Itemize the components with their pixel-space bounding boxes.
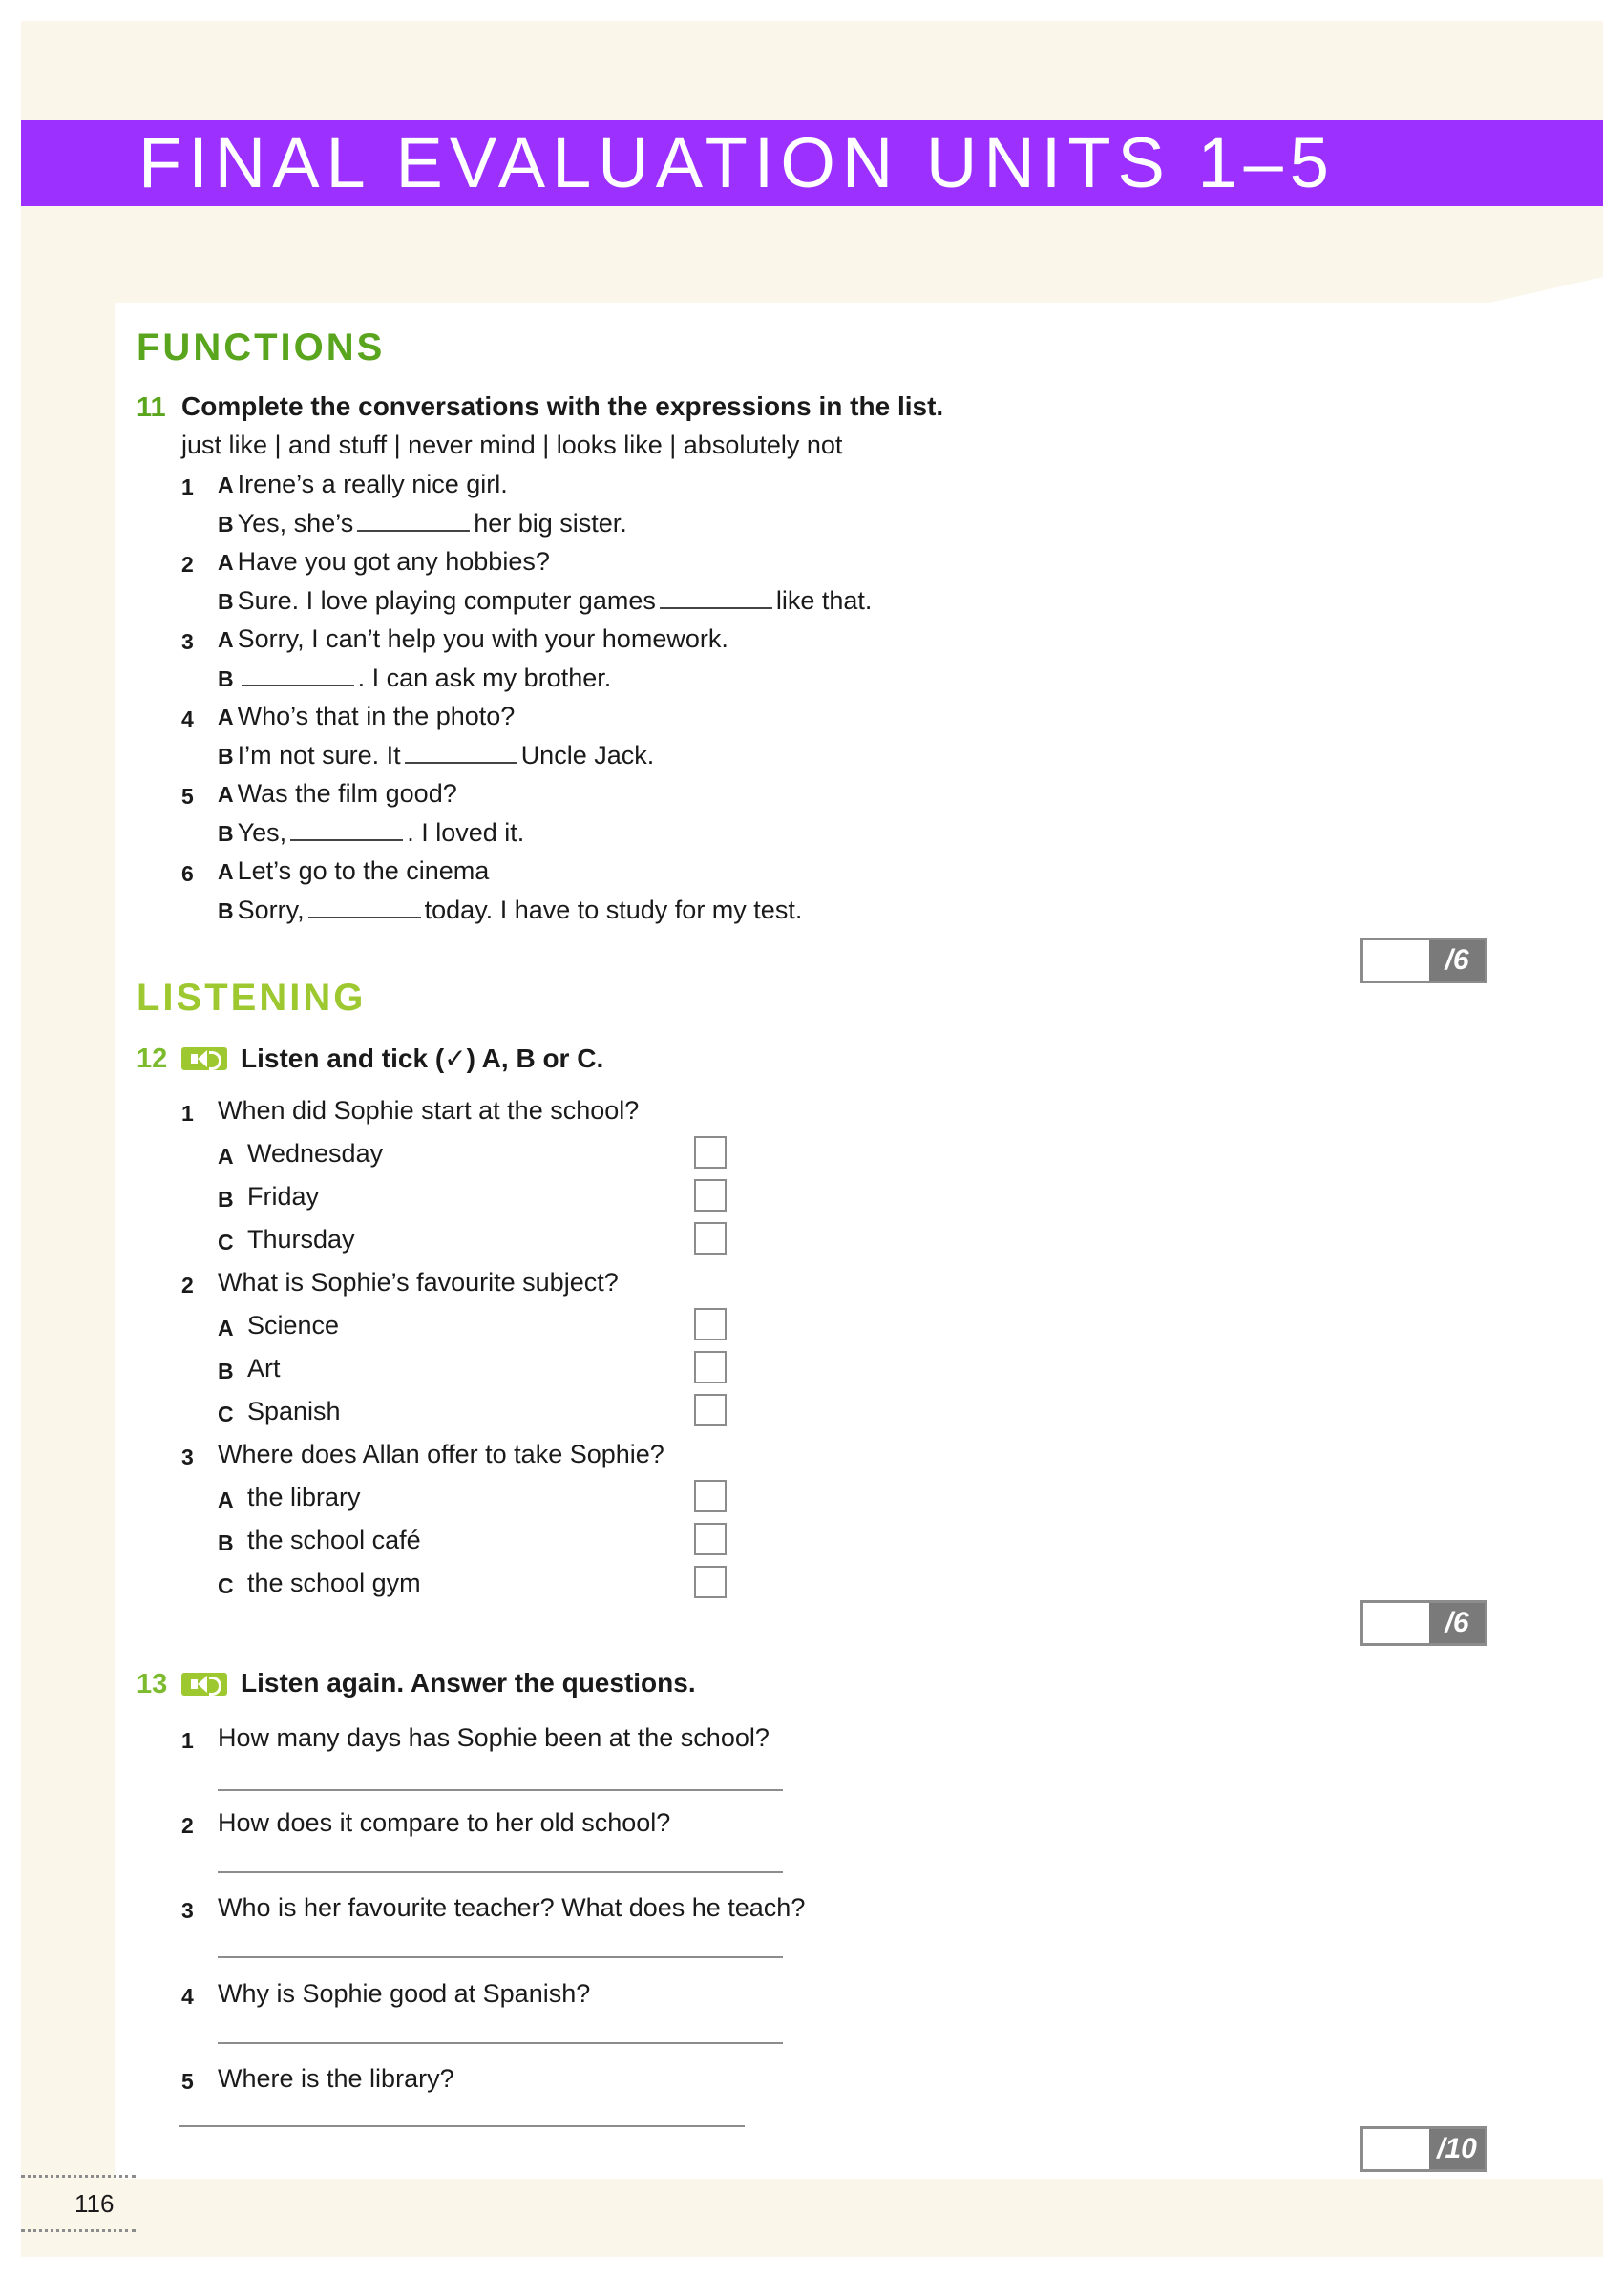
expression-list: just like | and stuff | never mind | looks like | absolutely not [181,431,843,459]
line-b [218,818,524,848]
line-b-before: Sorry, [237,896,305,924]
option-text: Wednesday [247,1139,384,1168]
question-text: How does it compare to her old school? [218,1808,671,1837]
question-text: Why is Sophie good at Spanish? [218,1979,591,2008]
score-box-exercise-12[interactable] [1360,1600,1487,1646]
score-total: /10 [1429,2129,1485,2169]
corner-fold [1489,277,1603,303]
question-text: Where does Allan offer to take Sophie? [218,1440,664,1468]
line-a-text: Who’s that in the photo? [237,702,516,730]
answer-line[interactable] [218,2042,783,2044]
exercise-13-number: 13 [137,1669,168,1699]
line-b-before: Sure. I love playing computer games [237,586,656,615]
question-number: 4 [181,1984,194,2009]
speaker-b: B [218,744,234,769]
line-a [218,470,508,499]
line-b-before: Yes, she’s [237,509,354,538]
tick-checkbox[interactable] [694,1179,727,1212]
exercise-12-number: 12 [137,1044,168,1074]
option-text: Art [247,1354,281,1382]
option-text: Spanish [247,1397,341,1425]
tick-checkbox[interactable] [694,1308,727,1340]
line-b-before: I’m not sure. It [237,741,401,770]
question-text: How many days has Sophie been at the school? [218,1723,770,1752]
tick-checkbox[interactable] [694,1480,727,1512]
speaker-a: A [218,550,234,575]
option-text: Science [247,1311,340,1339]
option-letter: C [218,1402,234,1426]
line-a [218,624,728,654]
page-title: FINAL EVALUATION UNITS 1–5 [138,123,1336,202]
answer-line[interactable] [179,2125,745,2127]
option-letter: A [218,1487,234,1512]
line-b-after: . I can ask my brother. [357,664,612,692]
line-a [218,856,489,886]
question-number: 2 [181,1273,194,1297]
item-number: 3 [181,629,194,654]
blank-field[interactable] [308,896,421,918]
tick-checkbox[interactable] [694,1351,727,1383]
question-number: 3 [181,1445,194,1469]
score-total: /6 [1429,940,1485,981]
blank-field[interactable] [242,664,354,686]
answer-line[interactable] [218,1789,783,1791]
speaker-b: B [218,898,234,923]
blank-field[interactable] [660,586,772,609]
option-text: Friday [247,1182,320,1211]
speaker-a: A [218,859,234,884]
line-a [218,779,457,809]
speaker-a: A [218,627,234,652]
listening-heading: LISTENING [137,977,367,1019]
option-letter: B [218,1187,234,1212]
line-a-text: Have you got any hobbies? [237,547,550,576]
exercise-12-instruction: Listen and tick (✓) A, B or C. [241,1044,604,1073]
option-letter: C [218,1573,234,1598]
line-b-before: Yes, [237,818,287,847]
speaker-a: A [218,705,234,729]
speaker-a: A [218,782,234,807]
line-b [218,664,611,693]
functions-heading: FUNCTIONS [137,327,386,369]
exercise-11-instruction: Complete the conversations with the expressions in the list. [181,391,944,421]
item-number: 4 [181,707,194,731]
option-letter: A [218,1316,234,1340]
item-number: 6 [181,861,194,886]
line-a-text: Irene’s a really nice girl. [237,470,508,498]
option-text: Thursday [247,1225,355,1254]
line-b-after: today. I have to study for my test. [424,896,803,924]
item-number: 2 [181,552,194,577]
tick-checkbox[interactable] [694,1394,727,1426]
tick-checkbox[interactable] [694,1566,727,1598]
speaker-b: B [218,512,234,537]
audio-icon[interactable] [181,1047,227,1070]
question-number: 3 [181,1898,194,1923]
option-text: the school café [247,1526,421,1554]
question-text: What is Sophie’s favourite subject? [218,1268,619,1297]
question-number: 5 [181,2069,194,2094]
speaker-b: B [218,589,234,614]
line-a [218,702,515,731]
blank-field[interactable] [405,741,517,764]
tick-checkbox[interactable] [694,1222,727,1255]
option-letter: C [218,1230,234,1255]
line-b-after: Uncle Jack. [520,741,655,770]
score-box-exercise-11[interactable] [1360,938,1487,983]
audio-icon[interactable] [181,1673,227,1696]
item-number: 5 [181,784,194,809]
option-letter: A [218,1144,234,1169]
line-b-after: like that. [775,586,873,615]
line-a-text: Was the film good? [237,779,457,808]
speaker-b: B [218,666,234,691]
question-text: Where is the library? [218,2064,454,2093]
line-b [218,509,627,538]
option-text: the school gym [247,1569,421,1597]
exercise-11-number: 11 [137,392,166,423]
speaker-b: B [218,821,234,846]
score-total: /6 [1429,1603,1485,1643]
line-b-after: . I loved it. [407,818,525,847]
option-letter: B [218,1359,234,1383]
option-text: the library [247,1483,361,1511]
item-number: 1 [181,475,194,499]
page-number: 116 [74,2189,115,2218]
question-number: 1 [181,1101,194,1126]
line-b [218,586,872,616]
line-a-text: Sorry, I can’t help you with your homework. [237,624,728,653]
line-a [218,547,550,577]
line-a-text: Let’s go to the cinema [237,856,490,885]
question-text: Who is her favourite teacher? What does he teach? [218,1893,806,1922]
score-box-exercise-13[interactable] [1360,2126,1487,2172]
line-b [218,741,654,770]
line-b-after: her big sister. [474,509,627,538]
blank-field[interactable] [357,509,470,532]
question-number: 2 [181,1813,194,1838]
tick-checkbox[interactable] [694,1136,727,1169]
answer-line[interactable] [218,1956,783,1958]
blank-field[interactable] [290,818,403,841]
exercise-13-instruction: Listen again. Answer the questions. [241,1668,696,1698]
question-text: When did Sophie start at the school? [218,1096,640,1125]
question-number: 1 [181,1728,194,1753]
tick-checkbox[interactable] [694,1523,727,1555]
line-b [218,896,802,925]
option-letter: B [218,1530,234,1555]
speaker-a: A [218,473,234,497]
answer-line[interactable] [218,1871,783,1873]
